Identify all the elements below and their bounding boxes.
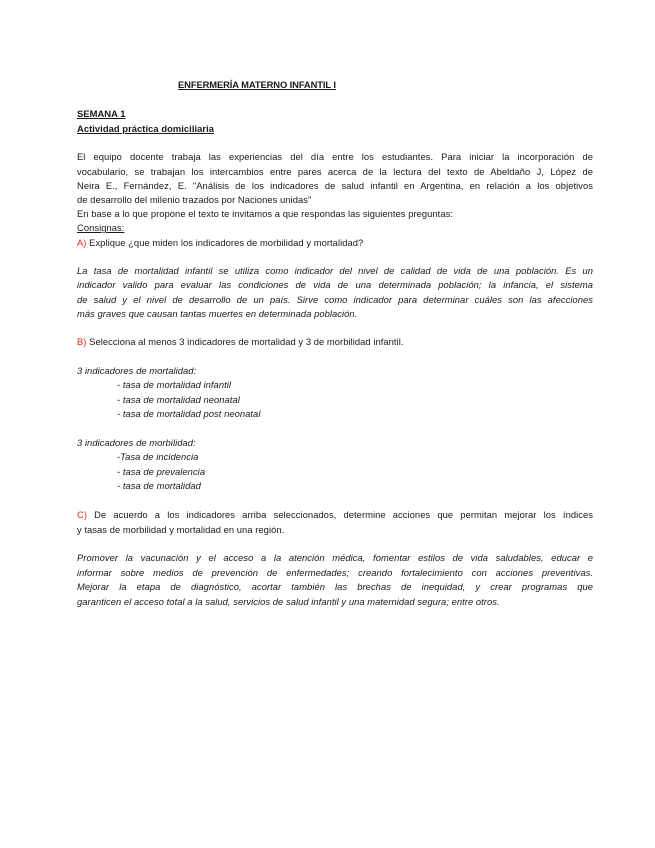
mortality-item: - tasa de mortalidad post neonatal	[117, 408, 261, 419]
intro-line: El equipo docente trabaja las experiencias del día entre los estudiantes. Para iniciar la incorporación de	[77, 151, 593, 162]
question-b	[77, 336, 403, 348]
answer-c-line: Promover la vacunación y el acceso a la atención médica, fomentar estilos de vida saludables, educar e	[77, 552, 593, 563]
answer-c-line: garanticen el acceso total a la salud, servicios de salud infantil y una maternidad segura; entre otros.	[77, 596, 500, 607]
question-c-text-cont: y tasas de morbilidad y mortalidad en una región.	[77, 524, 285, 535]
answer-a-line: más graves que causan tantas muertes en determinada población.	[77, 308, 358, 319]
answer-c-line: Mejorar la etapa de diagnóstico, acortar también las brechas de inequidad, y crear programas que	[77, 581, 593, 592]
answer-a-line: La tasa de mortalidad infantil se utiliza como indicador del nivel de calidad de vida de una población. Es un	[77, 265, 593, 276]
question-a-text: Explique ¿que miden los indicadores de morbilidad y mortalidad?	[86, 237, 364, 248]
question-b-text: Selecciona al menos 3 indicadores de mortalidad y 3 de morbilidad infantil.	[86, 336, 404, 347]
mortality-heading: 3 indicadores de mortalidad:	[77, 365, 197, 376]
mortality-item: - tasa de mortalidad infantil	[117, 379, 232, 390]
answer-c-line: informar sobre medios de prevención de enfermedades; creando fortalecimiento con acciones preventivas.	[77, 567, 593, 578]
morbidity-item: - tasa de prevalencia	[117, 466, 206, 477]
question-b-letter: B)	[77, 336, 87, 347]
morbidity-item: - tasa de mortalidad	[117, 480, 201, 491]
question-c-letter: C)	[77, 509, 87, 520]
answer-a-line: de salud y el nivel de desarrollo de un país. Sirve como indicador para determinar cuáles son las afecciones	[77, 294, 593, 305]
consignas-label: Consignas:	[77, 222, 125, 233]
morbidity-item: -Tasa de incidencia	[117, 451, 199, 462]
activity-heading: Actividad práctica domiciliaria	[77, 123, 215, 134]
question-a-letter: A)	[77, 237, 87, 248]
intro-line: vocabulario, se trabajan los intercambios entre pares acerca de la lectura del texto de Abeldaño J, López de	[77, 166, 593, 177]
week-heading: SEMANA 1	[77, 108, 126, 119]
mortality-item: - tasa de mortalidad neonatal	[117, 394, 240, 405]
question-a	[77, 237, 363, 249]
question-c-text: De acuerdo a los indicadores arriba seleccionados, determine acciones que permitan mejorar los índices	[87, 509, 593, 520]
question-c	[77, 509, 593, 521]
intro-line: Neira E., Fernández, E. "Análisis de los indicadores de salud infantil en Argentina, en relación a los objetivos	[77, 180, 593, 191]
intro-line: de desarrollo del milenio trazados por Naciones unidas"	[77, 194, 312, 205]
document-title: ENFERMERÍA MATERNO INFANTIL I	[178, 79, 336, 90]
prompt-text: En base a lo que propone el texto te invitamos a que respondas las siguientes preguntas:	[77, 208, 453, 219]
answer-a-line: indicador valido para evaluar las condiciones de vida de una determinada población; la infancia, el sistema	[77, 279, 593, 290]
morbidity-heading: 3 indicadores de morbilidad:	[77, 437, 196, 448]
